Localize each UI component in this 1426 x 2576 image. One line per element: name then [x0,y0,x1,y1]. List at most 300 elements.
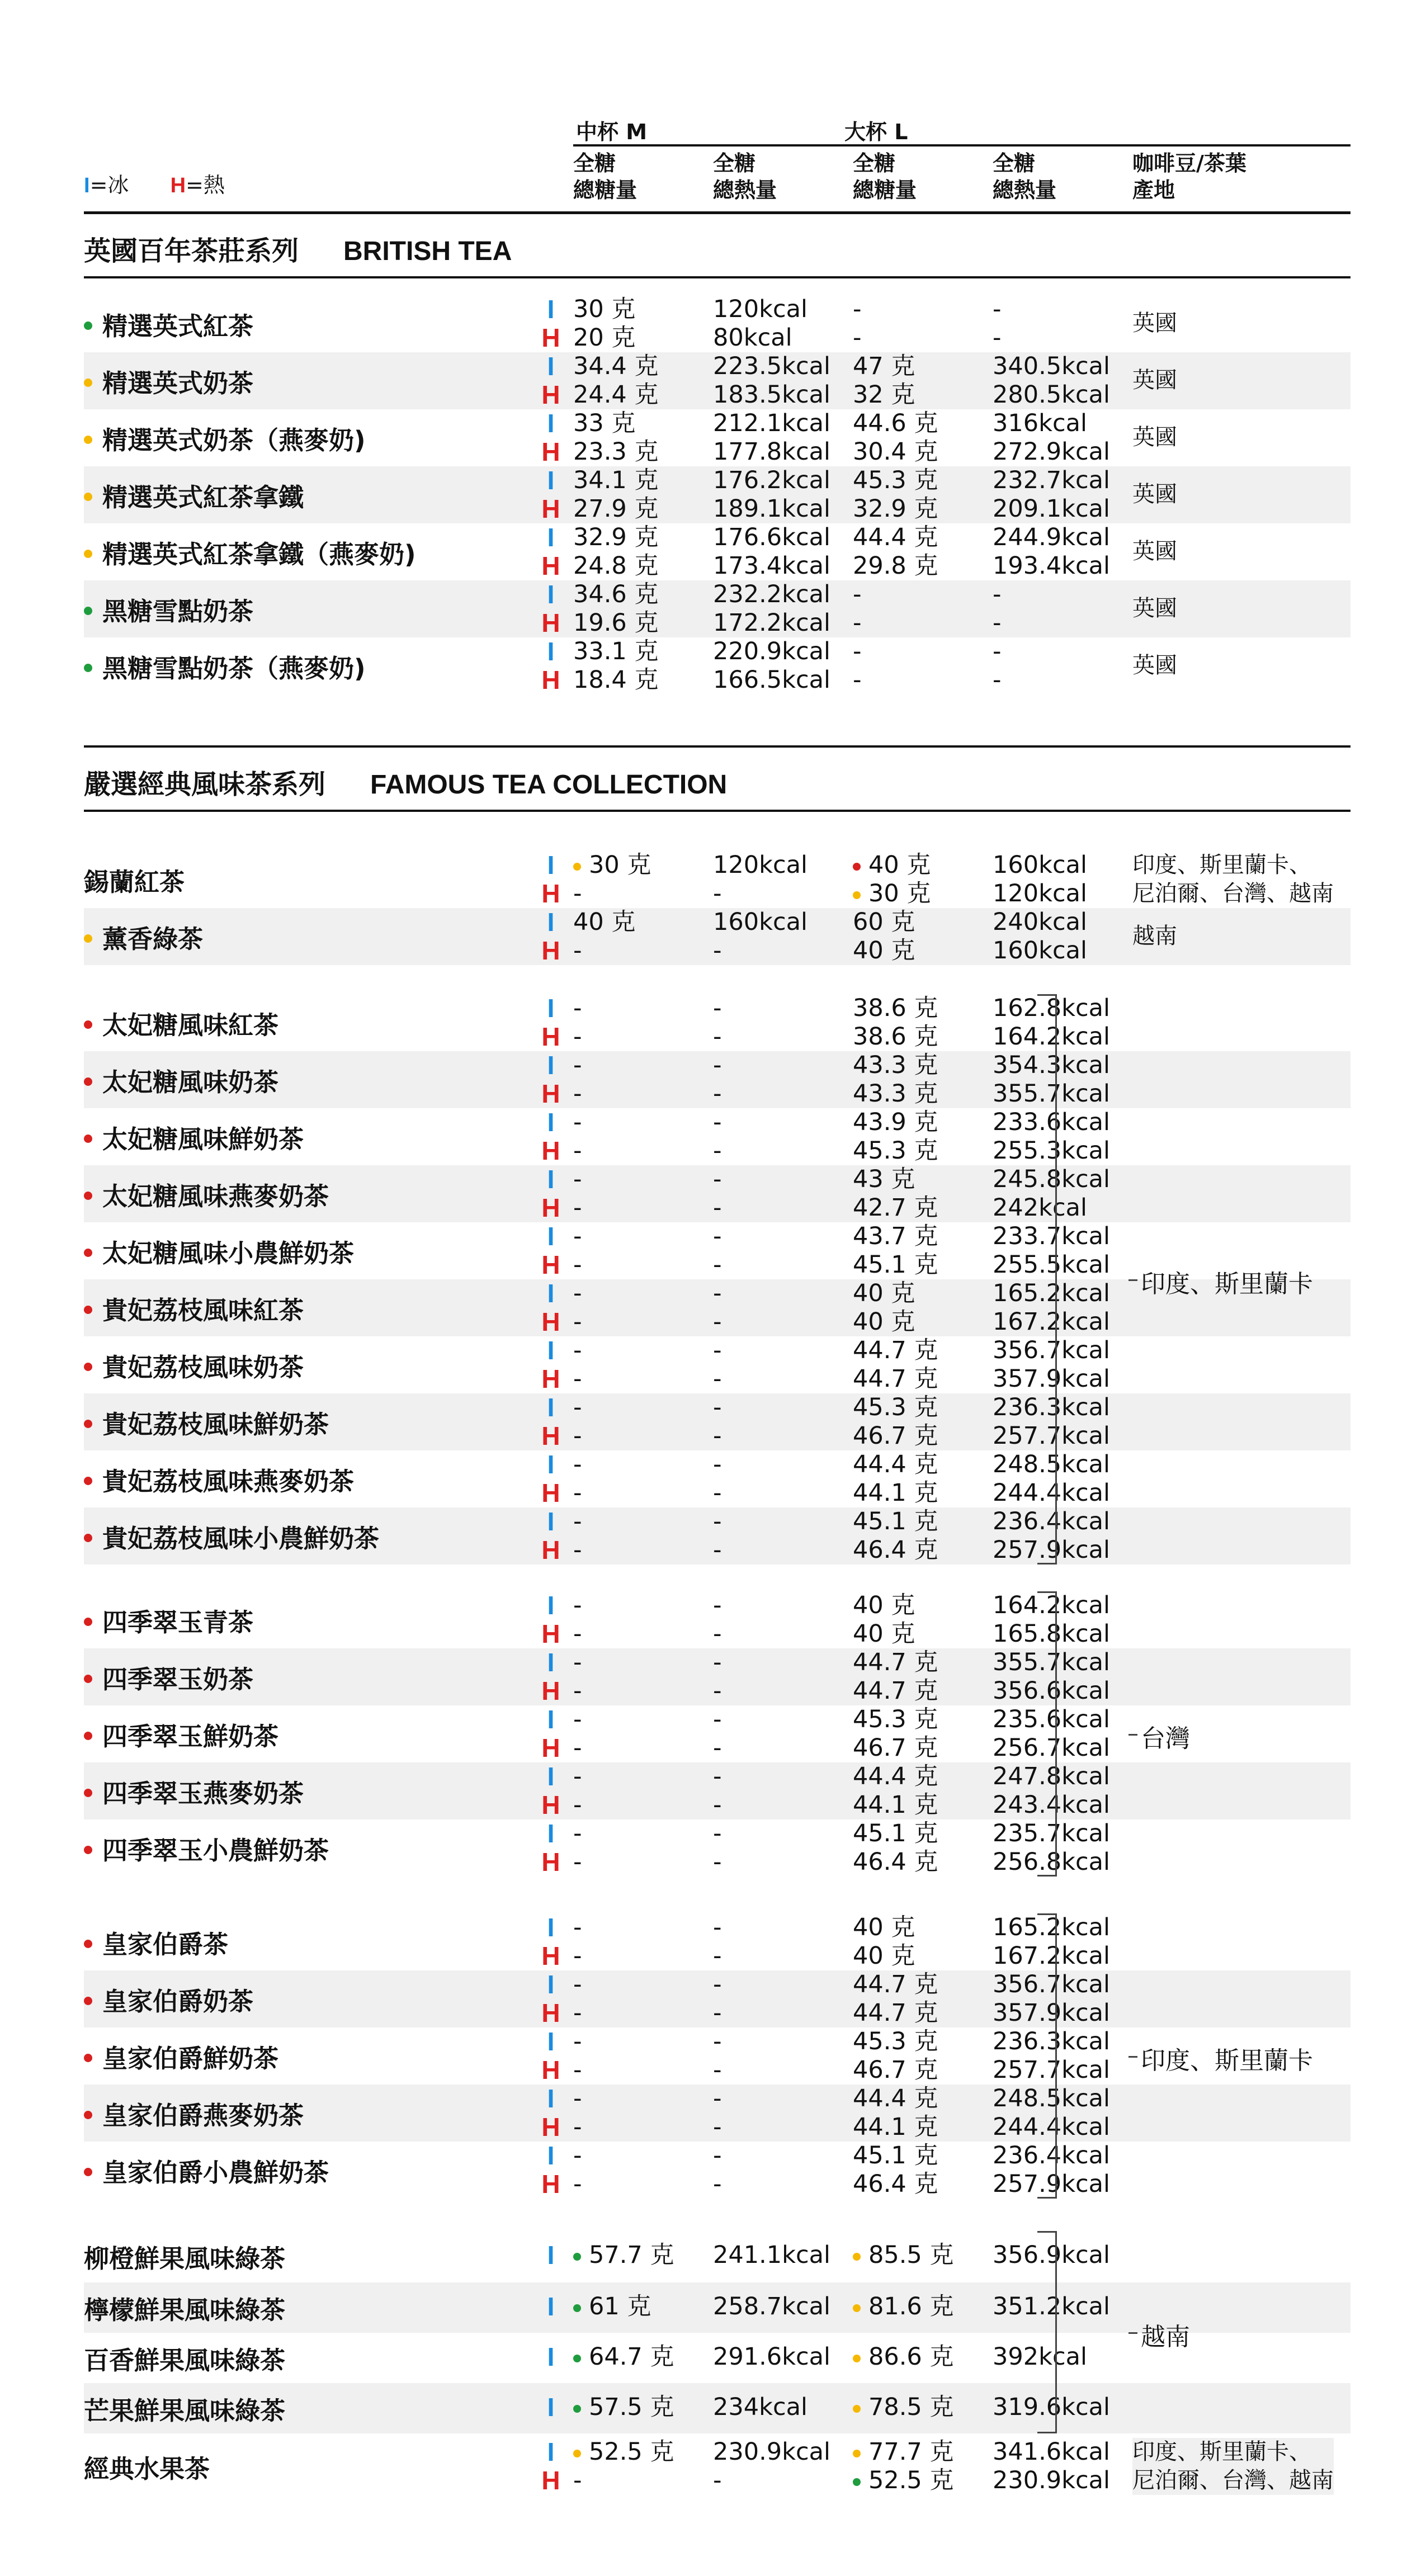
ice-marker: I [547,2437,555,2466]
cell-l-sugar: 43.3 克 [853,1080,938,1108]
cell-m-sugar: - [573,1762,582,1790]
ice-symbol: I [84,174,90,197]
cell-l-sugar: 43.3 克 [853,1051,938,1079]
origin: 英國 [1132,424,1177,450]
cell-m-kcal: 173.4kcal [713,552,830,580]
cell-m-kcal: - [713,1791,722,1819]
ice-line [84,1648,1351,1677]
origin-tick [1128,2332,1137,2334]
hot-marker: H [541,1733,560,1762]
hot-marker: H [541,1022,560,1051]
cell-l-kcal: 232.7kcal [993,466,1110,494]
cell-l-kcal: 356.7kcal [993,1970,1110,1998]
medium-size-header: 中杯 M [576,120,648,144]
hot-marker: H [541,1079,560,1108]
cell-l-kcal: 243.4kcal [993,1791,1110,1819]
hot-marker: H [541,1421,560,1450]
cell-l-sugar: 40 克 [853,1942,915,1970]
hot-line [84,1365,1351,1393]
cell-m-sugar: - [573,2085,582,2112]
cell-m-kcal: - [713,1279,722,1307]
cell-l-sugar: 47 克 [853,352,915,380]
cell-l-kcal: 257.7kcal [993,2056,1110,2084]
hot-marker: H [541,2466,560,2495]
cell-m-sugar: - [573,1791,582,1819]
cell-m-kcal: - [713,1848,722,1876]
cell-l-kcal: 233.7kcal [993,1222,1110,1250]
ice-line [84,1165,1351,1194]
ice-marker: I [547,1336,555,1365]
cell-l-sugar: 45.3 克 [853,1137,938,1165]
ice-marker: I [547,2141,555,2170]
cell-m-kcal: 234kcal [713,2393,808,2421]
col-header-m-kcal: 全糖 總熱量 [713,151,777,202]
table-row [84,1450,1351,1507]
cell-m-sugar: - [573,1023,582,1051]
table-row [84,851,1351,908]
cell-l-kcal: 160kcal [993,851,1087,879]
cell-l-kcal: 356.9kcal [993,2241,1110,2269]
group-origin: 越南 [1141,2323,1190,2351]
cell-m-kcal: 172.2kcal [713,609,830,637]
cell-l-sugar: 46.7 克 [853,1422,938,1450]
cell-l-sugar: 44.1 克 [853,1479,938,1507]
hot-marker: H [541,608,560,637]
cell-m-sugar: 64.7 克 [573,2343,674,2371]
cell-l-sugar: 78.5 克 [853,2393,953,2422]
hot-marker: H [541,323,560,352]
cell-l-sugar: 45.1 克 [853,2142,938,2169]
hot-marker: H [541,1790,560,1819]
cell-l-sugar: 45.3 克 [853,1393,938,1421]
cell-m-kcal: - [713,2027,722,2055]
hot-line [84,1422,1351,1450]
table-row [84,2085,1351,2142]
table-row [84,1108,1351,1165]
ice-marker: I [547,637,555,666]
cell-l-sugar: 29.8 克 [853,552,938,580]
tea-name: 精選英式紅茶拿鐵（燕麥奶) [84,523,416,580]
cell-m-kcal: 189.1kcal [713,495,830,523]
ice-marker: I [547,466,555,495]
cell-m-kcal: - [713,1080,722,1108]
ice-line [84,1591,1351,1620]
hot-marker: H [541,494,560,523]
cell-m-sugar: 34.1 克 [573,466,659,494]
cell-m-sugar: - [573,1734,582,1762]
cell-m-sugar: - [573,1942,582,1970]
ice-line [84,1913,1351,1942]
ice-legend-text: =冰 [89,173,129,197]
cell-l-sugar: - [853,666,862,694]
table-row [84,1970,1351,2027]
green-dot-icon [573,2304,581,2312]
ice-line [84,1051,1351,1080]
ice-line [84,2393,1351,2422]
cell-l-kcal: 357.9kcal [993,1999,1110,2027]
ice-line [84,1819,1351,1848]
table-row [84,580,1351,637]
cell-l-kcal: 351.2kcal [993,2293,1110,2320]
hot-line [84,1023,1351,1051]
cell-l-kcal: 355.7kcal [993,1648,1110,1676]
cell-l-sugar: 44.4 克 [853,2085,938,2112]
cell-l-kcal: 357.9kcal [993,1365,1110,1393]
cell-m-kcal: - [713,2142,722,2169]
group-origin: 印度、斯里蘭卡 [1141,2046,1313,2075]
cell-l-sugar: 30.4 克 [853,438,938,466]
hot-marker: H [541,437,560,466]
origin: 英國 [1132,595,1177,621]
cell-l-sugar: 77.7 克 [853,2438,953,2466]
tea-name: 黑糖雪點奶茶 [84,580,253,637]
cell-m-sugar: - [573,1080,582,1108]
ice-marker: I [547,409,555,438]
tea-name: 四季翠玉燕麥奶茶 [84,1762,304,1819]
cell-l-sugar: 46.4 克 [853,1848,938,1876]
origin-tick [1128,1734,1137,1736]
ice-marker: I [547,1051,555,1080]
cell-m-kcal: 241.1kcal [713,2241,830,2269]
hot-marker: H [541,2169,560,2199]
cell-m-sugar: 24.4 克 [573,381,659,409]
table-row [84,1762,1351,1819]
hot-marker: H [541,1847,560,1877]
cell-l-sugar: 40 克 [853,851,931,880]
origin-bracket [1037,1913,1057,2199]
cell-m-kcal: - [713,1942,722,1970]
ice-marker: I [547,2292,555,2321]
tea-name: 薰香綠茶 [84,908,203,965]
cell-l-kcal: 355.7kcal [993,1080,1110,1108]
ice-marker: I [547,1222,555,1251]
tea-name: 四季翠玉鮮奶茶 [84,1705,278,1762]
col-header-origin: 咖啡豆/茶葉 產地 [1132,151,1246,202]
ice-marker: I [547,1450,555,1479]
tea-name: 四季翠玉小農鮮奶茶 [84,1819,329,1877]
cell-m-kcal: 220.9kcal [713,637,830,665]
cell-l-sugar: - [853,324,862,352]
cell-l-kcal: 247.8kcal [993,1762,1110,1790]
cell-l-sugar: 44.4 克 [853,1450,938,1478]
table-row [84,1336,1351,1393]
section-rule [84,276,1351,278]
table-row [84,1819,1351,1877]
origin-tick [1128,2056,1137,2058]
hot-marker: H [541,1998,560,2027]
table-row [84,994,1351,1051]
cell-m-kcal: - [713,1365,722,1393]
ice-line [84,2085,1351,2113]
cell-m-sugar: - [573,2113,582,2141]
ice-line [84,1108,1351,1137]
tea-name: 太妃糖風味鮮奶茶 [84,1108,304,1165]
hot-marker: H [541,2112,560,2142]
cell-m-kcal: 120kcal [713,851,808,879]
hot-line [84,1677,1351,1705]
ice-marker: I [547,1705,555,1734]
header-bottom-rule [84,211,1351,214]
cell-m-kcal: - [713,2170,722,2198]
cell-m-sugar: - [573,1365,582,1393]
tea-name: 精選英式奶茶（燕麥奶) [84,409,366,466]
table-row [84,409,1351,466]
origin-bracket [1037,2231,1057,2433]
tea-name: 貴妃荔枝風味燕麥奶茶 [84,1450,354,1507]
cell-l-kcal: 235.7kcal [993,1819,1110,1847]
hot-marker: H [541,1535,560,1564]
cell-m-kcal: - [713,1762,722,1790]
tea-name: 檸檬鮮果風味綠茶 [84,2295,286,2325]
table-row [84,2142,1351,2199]
cell-l-sugar: 60 克 [853,908,915,936]
ice-marker: I [547,580,555,609]
cell-l-kcal: 255.3kcal [993,1137,1110,1165]
tea-name: 四季翠玉青茶 [84,1591,253,1648]
cell-l-kcal: 244.9kcal [993,523,1110,551]
cell-m-sugar: - [573,2056,582,2084]
tea-name: 貴妃荔枝風味鮮奶茶 [84,1393,329,1450]
hot-line [84,1942,1351,1970]
hot-line [84,1137,1351,1165]
yellow-dot-icon [573,2450,581,2457]
cell-l-sugar: 40 克 [853,1591,915,1619]
ice-line [84,1450,1351,1479]
cell-m-kcal: - [713,1970,722,1998]
cell-l-kcal: 248.5kcal [993,2085,1110,2112]
ice-line [84,1507,1351,1536]
cell-m-sugar: 33 克 [573,409,636,437]
table-row [84,2231,1351,2281]
cell-l-kcal: 356.7kcal [993,1336,1110,1364]
origin: 英國 [1132,653,1177,678]
cell-m-sugar: 33.1 克 [573,637,659,665]
cell-m-kcal: - [713,1819,722,1847]
cell-m-kcal: - [713,1536,722,1564]
cell-m-kcal: - [713,1620,722,1648]
green-dot-icon [573,2405,581,2413]
cell-l-kcal: 242kcal [993,1194,1087,1222]
tea-name: 皇家伯爵小農鮮奶茶 [84,2142,329,2199]
tea-name: 皇家伯爵燕麥奶茶 [84,2085,304,2142]
ice-marker: I [547,1591,555,1620]
legend [84,168,225,198]
cell-l-kcal: 230.9kcal [993,2466,1110,2494]
cell-l-kcal: 164.2kcal [993,1591,1110,1619]
cell-l-sugar: 46.4 克 [853,1536,938,1564]
table-row [84,523,1351,580]
cell-l-kcal: 256.8kcal [993,1848,1110,1876]
hot-marker: H [541,1136,560,1165]
cell-m-sugar: 57.5 克 [573,2393,674,2422]
ice-line [84,2142,1351,2170]
tea-name: 經典水果茶 [84,2454,210,2484]
cell-l-kcal: 164.2kcal [993,1023,1110,1051]
cell-m-kcal: 230.9kcal [713,2438,830,2466]
ice-marker: I [547,2342,555,2371]
table-row [84,352,1351,409]
tea-name: 百香鮮果風味綠茶 [84,2345,286,2375]
cell-m-kcal: - [713,1222,722,1250]
cell-l-sugar: 43 克 [853,1165,915,1193]
large-size-header: 大杯 L [844,120,908,144]
cell-l-kcal: 340.5kcal [993,352,1110,380]
yellow-dot-icon [853,2355,861,2362]
cell-m-sugar: 30 克 [573,295,636,323]
hot-line [84,1308,1351,1336]
cell-l-kcal: 256.7kcal [993,1734,1110,1762]
hot-line [84,1536,1351,1564]
cell-m-kcal: - [713,1308,722,1336]
cell-m-sugar: - [573,1450,582,1478]
section-title-famous: 嚴選經典風味茶系列 FAMOUS TEA COLLECTION [84,769,728,800]
yellow-dot-icon [573,863,581,871]
origin: 越南 [1132,923,1177,949]
cell-m-sugar: - [573,1222,582,1250]
tea-name: 貴妃荔枝風味紅茶 [84,1279,304,1336]
green-dot-icon [573,2253,581,2261]
cell-l-kcal: 162.8kcal [993,994,1110,1022]
hot-line [84,1999,1351,2027]
table-row [84,1507,1351,1564]
cell-m-kcal: 120kcal [713,295,808,323]
hot-marker: H [541,1193,560,1222]
cell-m-sugar: - [573,1165,582,1193]
ice-marker: I [547,1108,555,1137]
cell-l-sugar: 45.3 克 [853,1705,938,1733]
table-row [84,1591,1351,1648]
cell-l-sugar: 30 克 [853,880,931,908]
cell-m-kcal: - [713,2085,722,2112]
cell-m-kcal: 258.7kcal [713,2293,830,2320]
ice-line [84,1970,1351,1999]
cell-m-sugar: - [573,1591,582,1619]
cell-l-kcal: 248.5kcal [993,1450,1110,1478]
cell-l-kcal: 257.9kcal [993,1536,1110,1564]
table-row [84,2383,1351,2433]
ice-line [84,994,1351,1023]
ice-marker: I [547,1393,555,1422]
table-row [84,295,1351,352]
cell-l-kcal: - [993,324,1002,352]
col-header-m-sugar: 全糖 總糖量 [573,151,638,202]
hot-marker: H [541,2055,560,2085]
cell-m-sugar: - [573,1999,582,2027]
tea-name: 太妃糖風味奶茶 [84,1051,278,1108]
cell-l-sugar: - [853,295,862,323]
yellow-dot-icon [853,2405,861,2413]
cell-m-kcal: - [713,1251,722,1279]
tea-name: 精選英式紅茶拿鐵 [84,466,304,523]
cell-l-sugar: 38.6 克 [853,1023,938,1051]
hot-marker: H [541,665,560,694]
cell-m-kcal: - [713,880,722,907]
section-title-british: 英國百年茶莊系列 BRITISH TEA [84,235,512,267]
cell-l-kcal: 233.6kcal [993,1108,1110,1136]
cell-m-sugar: - [573,1308,582,1336]
hot-marker: H [541,380,560,409]
origin: 英國 [1132,481,1177,507]
cell-l-sugar: - [853,609,862,637]
cell-m-kcal: - [713,1137,722,1165]
yellow-dot-icon [853,891,861,899]
table-row [84,2438,1351,2495]
yellow-dot-icon [853,2304,861,2312]
cell-m-sugar: 32.9 克 [573,523,659,551]
cell-m-kcal: - [713,937,722,965]
tea-name: 芒果鮮果風味綠茶 [84,2395,286,2426]
group-origin: 台灣 [1141,1724,1190,1753]
cell-l-kcal: 165.8kcal [993,1620,1110,1648]
cell-l-kcal: 235.6kcal [993,1705,1110,1733]
cell-m-sugar: - [573,1677,582,1705]
cell-l-kcal: 167.2kcal [993,1308,1110,1336]
cell-l-kcal: 341.6kcal [993,2438,1110,2466]
cell-m-kcal: 223.5kcal [713,352,830,380]
ice-marker: I [547,994,555,1023]
table-row [84,908,1351,965]
cell-l-sugar: - [853,580,862,608]
hot-marker: H [541,551,560,580]
cell-m-kcal: - [713,994,722,1022]
cell-m-sugar: - [573,1422,582,1450]
cell-m-kcal: - [713,1479,722,1507]
cell-m-sugar: 57.7 克 [573,2241,674,2270]
ice-marker: I [547,1762,555,1791]
cell-m-kcal: - [713,1108,722,1136]
ice-marker: I [547,2027,555,2056]
cell-l-kcal: 167.2kcal [993,1942,1110,1970]
cell-m-sugar: - [573,1479,582,1507]
cell-l-kcal: 319.6kcal [993,2393,1110,2421]
cell-l-kcal: 165.2kcal [993,1279,1110,1307]
cell-l-kcal: 209.1kcal [993,495,1110,523]
cell-l-sugar: 40 克 [853,937,915,965]
hot-line [84,1620,1351,1648]
cell-m-kcal: 183.5kcal [713,381,830,409]
hot-marker: H [541,936,560,965]
cell-l-kcal: - [993,666,1002,694]
ice-line [84,1393,1351,1422]
tea-name: 皇家伯爵茶 [84,1913,228,1970]
cell-m-kcal: - [713,1734,722,1762]
cell-m-kcal: - [713,2056,722,2084]
cell-l-sugar: 81.6 克 [853,2293,953,2321]
cell-m-kcal: - [713,1999,722,2027]
cell-l-sugar: 46.4 克 [853,2170,938,2198]
ice-marker: I [547,523,555,552]
tea-name: 皇家伯爵奶茶 [84,1970,253,2027]
cell-l-kcal: 316kcal [993,409,1087,437]
red-dot-icon [853,863,861,871]
cell-l-sugar: 40 克 [853,1913,915,1941]
cell-m-kcal: - [713,1165,722,1193]
cell-m-sugar: 27.9 克 [573,495,659,523]
table-row [84,466,1351,523]
tea-name: 柳橙鮮果風味綠茶 [84,2243,286,2274]
cell-m-kcal: - [713,1194,722,1222]
cell-l-kcal: 236.3kcal [993,2027,1110,2055]
cell-l-sugar: 44.1 克 [853,1791,938,1819]
cell-l-sugar: 86.6 克 [853,2343,953,2371]
cell-l-sugar: 40 克 [853,1279,915,1307]
origin-bracket [1037,1591,1057,1877]
cell-l-kcal: 240kcal [993,908,1087,936]
cell-l-kcal: 165.2kcal [993,1913,1110,1941]
cell-m-sugar: - [573,880,582,907]
cell-m-sugar: - [573,1279,582,1307]
table-row [84,1165,1351,1222]
